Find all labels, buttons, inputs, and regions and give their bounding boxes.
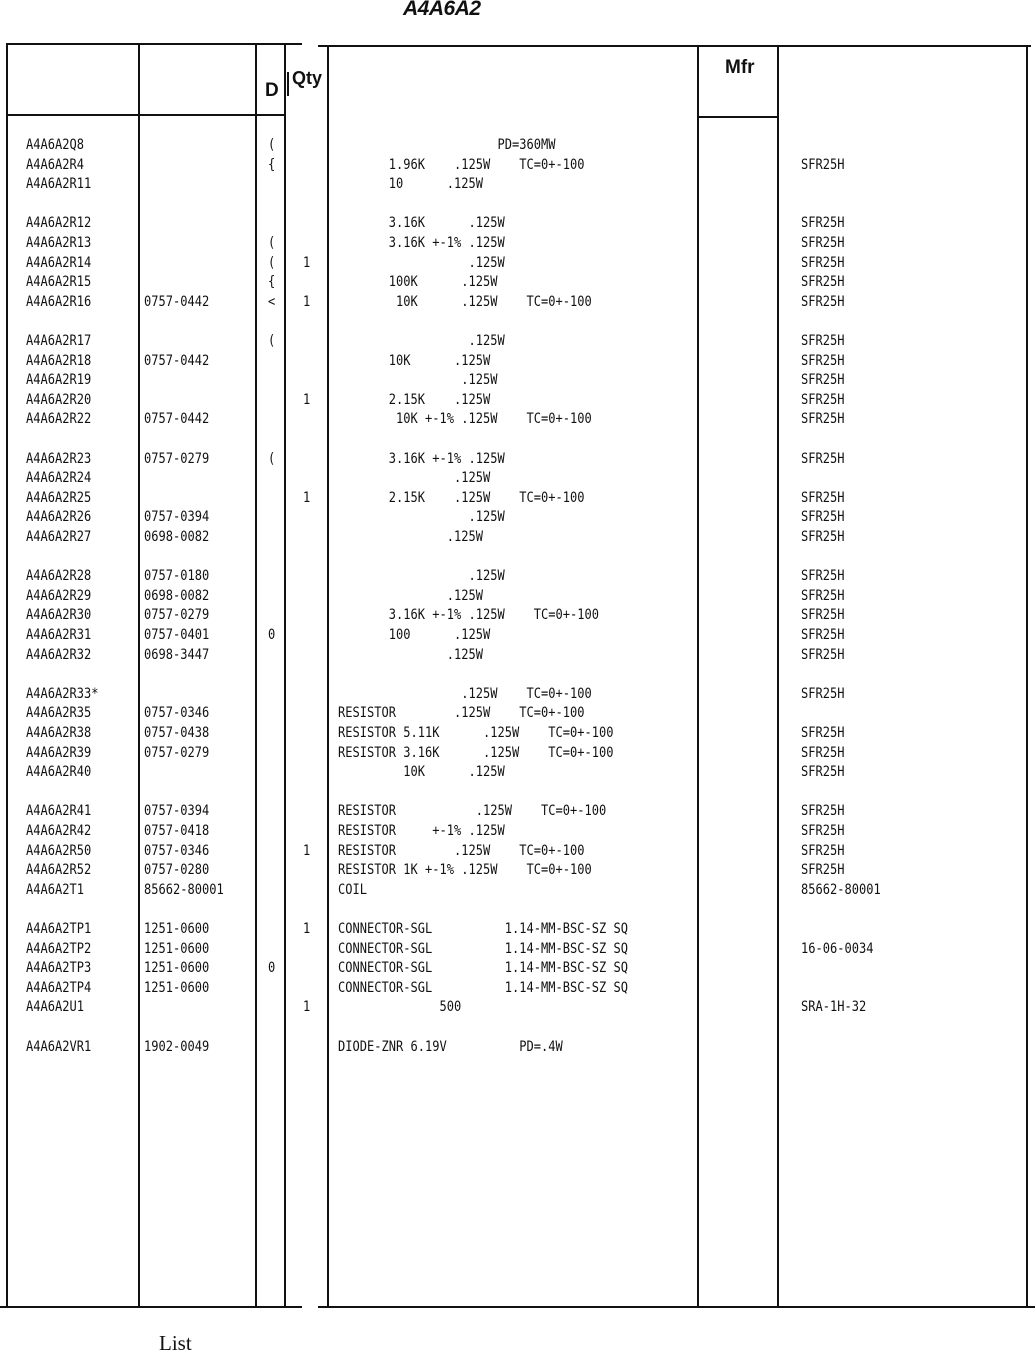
- description: .125W: [338, 254, 505, 271]
- mfr-part-number: SFR25H: [801, 568, 845, 585]
- mfr-part-number: SFR25H: [801, 685, 845, 702]
- quantity: 1: [303, 842, 311, 859]
- ref-designator: A4A6A2R26: [26, 509, 92, 526]
- description: 100K .125W: [338, 274, 498, 291]
- table-row: [0, 507, 1035, 527]
- ref-designator: A4A6A2R31: [26, 627, 92, 643]
- description: .125W: [338, 372, 498, 389]
- ref-designator: A4A6A2TP4: [26, 979, 92, 996]
- part-number: 0757-0279: [144, 744, 210, 761]
- quantity: 1: [303, 254, 311, 271]
- part-number: 0757-0280: [144, 862, 210, 879]
- description: .125W: [338, 568, 505, 585]
- part-number: 0757-0442: [144, 293, 210, 310]
- description: 3.16K +-1% .125W TC=0+-100: [338, 607, 599, 624]
- ref-designator: A4A6A2R35: [26, 705, 92, 722]
- description: .125W: [338, 529, 483, 545]
- ref-designator: A4A6A2R30: [26, 607, 92, 624]
- header-bottom-rule-right: [698, 116, 778, 118]
- table-row: [0, 409, 1035, 429]
- description: 3.16K +-1% .125W: [338, 450, 505, 467]
- check-digit: {: [268, 156, 276, 173]
- part-number: 1251-0600: [144, 921, 210, 937]
- table-row: [0, 468, 1035, 488]
- mfr-part-number: SFR25H: [801, 587, 845, 604]
- description: RESISTOR +-1% .125W: [338, 823, 505, 839]
- header-bottom-rule-left: [8, 114, 286, 116]
- description: RESISTOR .125W TC=0+-100: [338, 705, 585, 722]
- description: 2.15K .125W TC=0+-100: [338, 489, 585, 506]
- mfr-part-number: SFR25H: [801, 529, 845, 545]
- check-digit: (: [268, 254, 276, 271]
- mfr-part-number: SFR25H: [801, 862, 845, 879]
- part-number: 1902-0049: [144, 1038, 210, 1055]
- table-row: [0, 841, 1035, 861]
- part-number: 1251-0600: [144, 940, 210, 957]
- part-number: 0757-0442: [144, 411, 210, 428]
- description: RESISTOR 1K +-1% .125W TC=0+-100: [338, 862, 592, 879]
- table-row: [0, 1037, 1035, 1057]
- table-row: [0, 331, 1035, 351]
- ref-designator: A4A6A2R11: [26, 176, 92, 193]
- ref-designator: A4A6A2R17: [26, 333, 92, 349]
- mfr-part-number: SFR25H: [801, 764, 845, 781]
- table-row: [0, 527, 1035, 547]
- table-row: [0, 174, 1035, 194]
- description: 10K .125W: [338, 352, 491, 369]
- quantity: 1: [303, 489, 311, 506]
- quantity: 1: [303, 999, 311, 1016]
- description: RESISTOR .125W TC=0+-100: [338, 842, 585, 859]
- ref-designator: A4A6A2R23: [26, 450, 92, 467]
- check-digit: 0: [268, 627, 276, 643]
- ref-designator: A4A6A2TP3: [26, 960, 92, 977]
- description: 1.96K .125W TC=0+-100: [338, 156, 585, 173]
- description: 10K .125W: [338, 764, 505, 781]
- ref-designator: A4A6A2R16: [26, 293, 92, 310]
- ref-designator: A4A6A2R39: [26, 744, 92, 761]
- mfr-part-number: SFR25H: [801, 627, 845, 643]
- description: .125W: [338, 646, 483, 663]
- part-number: 0757-0438: [144, 725, 210, 741]
- header-cd-label: D: [265, 80, 279, 101]
- table-top-border-far: [711, 45, 1031, 47]
- table-row: [0, 684, 1035, 704]
- ref-designator: A4A6A2R40: [26, 764, 92, 781]
- mfr-part-number: SFR25H: [801, 274, 845, 291]
- description: 10 .125W: [338, 176, 483, 193]
- table-row: [0, 958, 1035, 978]
- part-number: 0757-0401: [144, 627, 210, 643]
- description: DIODE-ZNR 6.19V PD=.4W: [338, 1038, 563, 1055]
- ref-designator: A4A6A2R12: [26, 215, 92, 232]
- check-digit: (: [268, 450, 276, 467]
- part-number: 0757-0180: [144, 568, 210, 585]
- mfr-part-number: SFR25H: [801, 489, 845, 506]
- description: .125W: [338, 470, 491, 487]
- table-row: [0, 566, 1035, 586]
- table-row: [0, 135, 1035, 155]
- table-top-border-right: [318, 45, 711, 47]
- ref-designator: A4A6A2U1: [26, 999, 84, 1016]
- mfr-part-number: SFR25H: [801, 254, 845, 271]
- table-row: [0, 919, 1035, 939]
- mfr-part-number: SFR25H: [801, 509, 845, 526]
- table-row: [0, 351, 1035, 371]
- description: 100 .125W: [338, 627, 491, 643]
- table-row: [0, 978, 1035, 998]
- mfr-part-number: SFR25H: [801, 725, 845, 741]
- description: COIL: [338, 881, 367, 898]
- table-row: [0, 449, 1035, 469]
- part-number: 0757-0346: [144, 842, 210, 859]
- mfr-part-number: SFR25H: [801, 411, 845, 428]
- description: 500: [338, 999, 462, 1016]
- ref-designator: A4A6A2TP2: [26, 940, 92, 957]
- ref-designator: A4A6A2R28: [26, 568, 92, 585]
- description: RESISTOR 3.16K .125W TC=0+-100: [338, 744, 614, 761]
- ref-designator: A4A6A2VR1: [26, 1038, 92, 1055]
- ref-designator: A4A6A2R27: [26, 529, 92, 545]
- part-number: 0757-0418: [144, 823, 210, 839]
- ref-designator: A4A6A2R24: [26, 470, 92, 487]
- description: RESISTOR .125W TC=0+-100: [338, 803, 607, 820]
- check-digit: <: [268, 293, 276, 310]
- ref-designator: A4A6A2R42: [26, 823, 92, 839]
- ref-designator: A4A6A2R18: [26, 352, 92, 369]
- part-number: 0757-0346: [144, 705, 210, 722]
- description: .125W: [338, 333, 505, 349]
- ref-designator: A4A6A2R50: [26, 842, 92, 859]
- description: RESISTOR 5.11K .125W TC=0+-100: [338, 725, 614, 741]
- ref-designator: A4A6A2TP1: [26, 921, 92, 937]
- description: 3.16K .125W: [338, 215, 505, 232]
- mfr-part-number: SFR25H: [801, 352, 845, 369]
- table-row: [0, 625, 1035, 645]
- ref-designator: A4A6A2R20: [26, 391, 92, 408]
- description: PD=360MW: [338, 137, 556, 153]
- part-number: 85662-80001: [144, 881, 224, 898]
- table-bottom-border-right: [318, 1306, 1035, 1308]
- footer-label: List: [159, 1331, 192, 1355]
- table-row: [0, 997, 1035, 1017]
- ref-designator: A4A6A2R22: [26, 411, 92, 428]
- table-row: [0, 155, 1035, 175]
- mfr-part-number: SFR25H: [801, 744, 845, 761]
- description: 10K +-1% .125W TC=0+-100: [338, 411, 592, 428]
- part-number: 0757-0279: [144, 450, 210, 467]
- mfr-part-number: SFR25H: [801, 215, 845, 232]
- table-row: [0, 586, 1035, 606]
- mfr-part-number: SFR25H: [801, 823, 845, 839]
- ref-designator: A4A6A2R38: [26, 725, 92, 741]
- part-number: 0698-3447: [144, 646, 210, 663]
- mfr-part-number: SFR25H: [801, 607, 845, 624]
- description: CONNECTOR-SGL 1.14-MM-BSC-SZ SQ: [338, 940, 628, 957]
- mfr-part-number: SFR25H: [801, 450, 845, 467]
- ref-designator: A4A6A2R32: [26, 646, 92, 663]
- quantity: 1: [303, 921, 311, 937]
- table-row: [0, 762, 1035, 782]
- ref-designator: A4A6A2R19: [26, 372, 92, 389]
- table-row: [0, 939, 1035, 959]
- part-number: 0698-0082: [144, 529, 210, 545]
- part-number: 0757-0394: [144, 803, 210, 820]
- table-row: [0, 292, 1035, 312]
- ref-designator: A4A6A2R33*: [26, 685, 99, 702]
- mfr-part-number: SFR25H: [801, 391, 845, 408]
- check-digit: {: [268, 274, 276, 291]
- mfr-part-number: SFR25H: [801, 803, 845, 820]
- ref-designator: A4A6A2R29: [26, 587, 92, 604]
- ref-designator: A4A6A2R13: [26, 235, 92, 251]
- check-digit: 0: [268, 960, 276, 977]
- mfr-part-number: 85662-80001: [801, 881, 881, 898]
- table-row: [0, 860, 1035, 880]
- table-row: [0, 880, 1035, 900]
- ref-designator: A4A6A2R15: [26, 274, 92, 291]
- mfr-part-number: SFR25H: [801, 293, 845, 310]
- check-digit: (: [268, 235, 276, 251]
- description: 2.15K .125W: [338, 391, 491, 408]
- ref-designator: A4A6A2R14: [26, 254, 92, 271]
- part-number: 0757-0394: [144, 509, 210, 526]
- header-mfr-label: Mfr: [725, 57, 755, 78]
- table-top-border-left: [8, 43, 302, 45]
- description: CONNECTOR-SGL 1.14-MM-BSC-SZ SQ: [338, 921, 628, 937]
- description: .125W: [338, 587, 483, 604]
- table-row: [0, 272, 1035, 292]
- mfr-part-number: SFR25H: [801, 156, 845, 173]
- mfr-part-number: SFR25H: [801, 235, 845, 251]
- mfr-part-number: 16-06-0034: [801, 940, 874, 957]
- ref-designator: A4A6A2R41: [26, 803, 92, 820]
- mfr-part-number: SFR25H: [801, 646, 845, 663]
- description: CONNECTOR-SGL 1.14-MM-BSC-SZ SQ: [338, 979, 628, 996]
- part-number: 0698-0082: [144, 587, 210, 604]
- table-row: [0, 801, 1035, 821]
- table-row: [0, 213, 1035, 233]
- ref-designator: A4A6A2T1: [26, 881, 84, 898]
- table-row: [0, 605, 1035, 625]
- table-row: [0, 253, 1035, 273]
- page-title: A4A6A2: [403, 0, 481, 20]
- part-number: 0757-0279: [144, 607, 210, 624]
- mfr-part-number: SFR25H: [801, 842, 845, 859]
- table-row: [0, 645, 1035, 665]
- description: 10K .125W TC=0+-100: [338, 293, 592, 310]
- description: 3.16K +-1% .125W: [338, 235, 505, 251]
- part-number: 1251-0600: [144, 979, 210, 996]
- check-digit: (: [268, 137, 276, 153]
- quantity: 1: [303, 391, 311, 408]
- description: .125W TC=0+-100: [338, 685, 592, 702]
- part-number: 1251-0600: [144, 960, 210, 977]
- part-number: 0757-0442: [144, 352, 210, 369]
- ref-designator: A4A6A2R52: [26, 862, 92, 879]
- header-qty-divider-mark: [287, 72, 289, 96]
- table-row: [0, 703, 1035, 723]
- mfr-part-number: SRA-1H-32: [801, 999, 867, 1016]
- table-row: [0, 821, 1035, 841]
- table-row: [0, 488, 1035, 508]
- table-row: [0, 233, 1035, 253]
- ref-designator: A4A6A2R25: [26, 489, 92, 506]
- table-row: [0, 390, 1035, 410]
- ref-designator: A4A6A2Q8: [26, 137, 84, 153]
- mfr-part-number: SFR25H: [801, 333, 845, 349]
- check-digit: (: [268, 333, 276, 349]
- header-qty-label: Qty: [292, 68, 323, 88]
- mfr-part-number: SFR25H: [801, 372, 845, 389]
- quantity: 1: [303, 293, 311, 310]
- ref-designator: A4A6A2R4: [26, 156, 84, 173]
- table-row: [0, 723, 1035, 743]
- description: .125W: [338, 509, 505, 526]
- table-row: [0, 743, 1035, 763]
- table-row: [0, 370, 1035, 390]
- description: CONNECTOR-SGL 1.14-MM-BSC-SZ SQ: [338, 960, 628, 977]
